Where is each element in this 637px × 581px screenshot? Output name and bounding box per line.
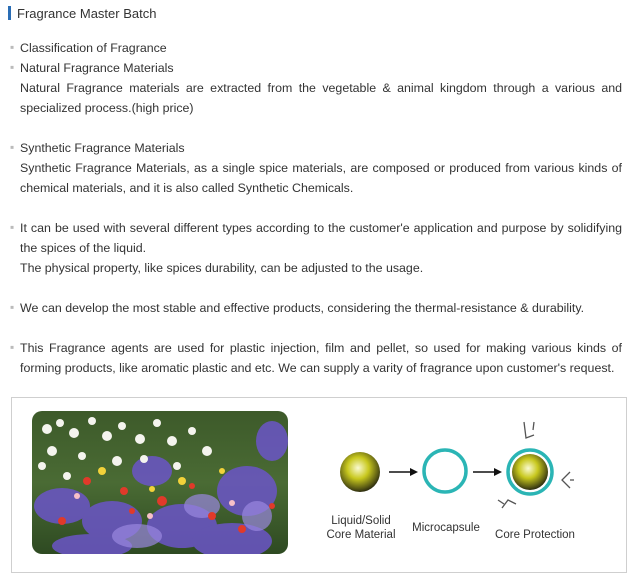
physical-text: The physical property, like spices durability, can be adjusted to the usage. — [20, 261, 424, 275]
page-title-text: Fragrance Master Batch — [17, 5, 157, 21]
bullet-icon: ▪ — [10, 220, 15, 234]
arrow-right-icon — [473, 468, 502, 476]
synthetic-text: Synthetic Fragrance Materials, as a single spice materials, are composed or produced from various kinds of chemical materials, and it is also called Synthetic Chemicals. — [20, 161, 622, 195]
illustration-panel — [11, 397, 627, 573]
natural-heading: Natural Fragrance Materials — [20, 61, 174, 75]
develop-text: We can develop the most stable and effective products, considering the thermal-resistance & durability. — [20, 301, 585, 315]
agents-item — [10, 338, 622, 378]
bullet-icon: ▪ — [10, 40, 15, 54]
bullet-icon: ▪ — [10, 300, 15, 314]
core-protection-icon — [508, 450, 552, 494]
microcapsule-icon — [424, 450, 466, 492]
flower-field-image — [32, 411, 288, 554]
core-material-label — [322, 514, 400, 542]
bullet-icon: ▪ — [10, 340, 15, 354]
core-protection-label: Core Protection — [495, 529, 575, 541]
title-accent-bar — [8, 6, 11, 20]
usage-text: It can be used with several different types according to the customer'e application and purpose by solidifying the spices of the liquid. — [20, 221, 622, 255]
microcapsule-label: Microcapsule — [412, 522, 480, 534]
classification-heading: Classification of Fragrance — [20, 41, 167, 55]
content-body — [10, 38, 622, 378]
natural-item — [10, 58, 622, 118]
core-material-icon — [340, 452, 380, 492]
flower-field-photo — [32, 411, 288, 554]
natural-text: Natural Fragrance materials are extracted from the vegetable & animal kingdom through a various and specialized process.(high price) — [20, 81, 622, 115]
core-label-line1: Liquid/Solid — [331, 515, 391, 527]
bullet-icon: ▪ — [10, 140, 15, 154]
agents-text: This Fragrance agents are used for plastic injection, film and pellet, so used for making various kinds of forming products, like aromatic plastic and etc. We can supply a varity of fragrance upon customer's request. — [20, 341, 622, 375]
bullet-icon: ▪ — [10, 60, 15, 74]
synthetic-heading: Synthetic Fragrance Materials — [20, 141, 185, 155]
microcapsule-diagram — [312, 408, 612, 563]
synthetic-item — [10, 138, 622, 198]
usage-item — [10, 218, 622, 278]
develop-item — [10, 298, 622, 318]
arrow-right-icon — [389, 468, 418, 476]
classification-item — [10, 38, 622, 58]
page-title — [8, 5, 156, 21]
core-label-line2: Core Material — [326, 529, 396, 541]
